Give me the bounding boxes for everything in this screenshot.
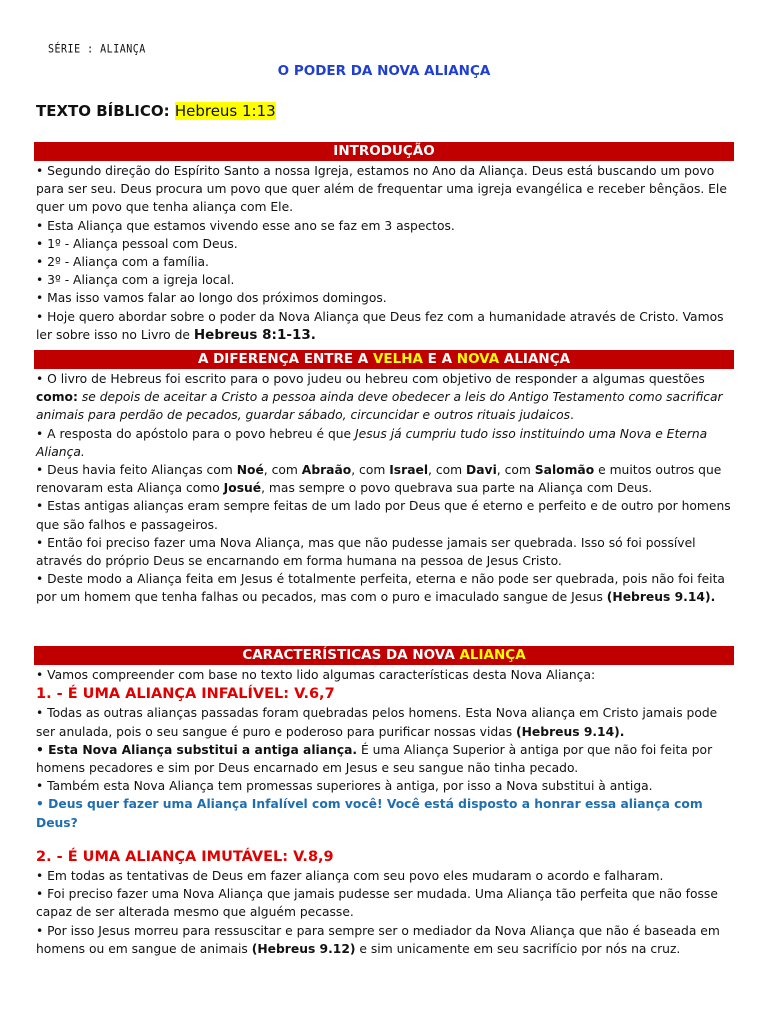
- difference-p3-end: , mas sempre o povo quebrava sua parte na Aliança com Deus.: [261, 481, 653, 496]
- infalivel-call-to-action: • Deus quer fazer uma Aliança Infalível com você! Você está disposto a honrar essa aliança com Deus?: [36, 797, 703, 830]
- document-title: O PODER DA NOVA ALIANÇA: [277, 63, 491, 79]
- characteristics-heading-part-1: CARACTERÍSTICAS DA NOVA: [242, 647, 460, 663]
- infalivel-p2-text: É uma Aliança Superior à antiga por que não foi feita por homens pecadores e sim por Deus encarnado em Jesus e seu sangue não tinha pecado.: [36, 742, 713, 776]
- intro-paragraph-3: • 1º - Aliança pessoal com Deus.: [36, 236, 238, 251]
- difference-p1-como: como:: [36, 390, 78, 405]
- infalivel-paragraph-2: [36, 741, 736, 777]
- intro-paragraph-6: • Mas isso vamos falar ao longo dos próximos domingos.: [36, 291, 387, 306]
- characteristics-intro: • Vamos compreender com base no texto lido algumas características desta Nova Aliança:: [36, 668, 596, 682]
- name-noe: Noé: [236, 463, 264, 478]
- series-label: SÉRIE : ALIANÇA: [48, 43, 146, 56]
- name-davi: Davi: [466, 463, 497, 478]
- imutavel-paragraph-1: • Em todas as tentativas de Deus em fazer aliança com seu povo eles mudaram o acordo e falharam.: [36, 869, 664, 884]
- intro-paragraph-1: • Segundo direção do Espírito Santo a nossa Igreja, estamos no Ano da Aliança. Deus está buscando um povo para ser seu. Deus procura um povo que quer além de frequentar uma igreja evangélica e receber bênçãos. Ele quer um povo que tenha aliança com Ele.: [36, 164, 727, 215]
- difference-heading: [34, 350, 734, 369]
- difference-heading-nova: NOVA: [456, 351, 500, 367]
- intro-p7-text: • Hoje quero abordar sobre o poder da Nova Aliança que Deus fez com a humanidade através de Cristo. Vamos ler sobre isso no Livro de: [36, 309, 724, 342]
- difference-p2-text: • A resposta do apóstolo para o povo hebreu é que: [36, 426, 356, 441]
- infalivel-paragraph-1: [36, 704, 736, 740]
- characteristics-heading-alianca: ALIANÇA: [459, 647, 526, 663]
- intro-paragraph-2: • Esta Aliança que estamos vivendo esse ano se faz em 3 aspectos.: [36, 218, 455, 233]
- bible-text-reference: Hebreus 1:13: [174, 102, 276, 120]
- characteristics-section: [36, 666, 736, 958]
- difference-p3-middle: e muitos outros que renovaram esta Aliança como: [36, 463, 722, 496]
- name-josue: Josué: [223, 481, 262, 496]
- infalivel-p1-text: • Todas as outras alianças passadas foram quebradas pelos homens. Esta Nova aliança em Cristo jamais pode ser anulada, pois o seu sangue é puro e poderoso para purificar nossas vidas: [36, 706, 718, 739]
- intro-p7-reference: Hebreus 8:1-13.: [193, 326, 316, 343]
- difference-heading-part-3: E A: [422, 351, 457, 367]
- difference-paragraph-6: [36, 570, 736, 606]
- intro-paragraph-5: • 3º - Aliança com a igreja local.: [36, 273, 235, 288]
- separator: , com: [263, 463, 302, 478]
- difference-p1-question: se depois de aceitar a Cristo a pessoa ainda deve obedecer a leis do Antigo Testamento como sacrificar animais para perdão de pecados, guardar sábado, circuncidar e outros rituais judaicos: [36, 390, 723, 423]
- name-abraao: Abraão: [301, 463, 352, 478]
- subheading-infalivel: 1. - É UMA ALIANÇA INFALÍVEL: V.6,7: [36, 686, 335, 703]
- imutavel-p3-text: • Por isso Jesus morreu para ressuscitar e para sempre ser o mediador da Nova Aliança que não é baseada em homens ou em sangue de animais: [36, 923, 720, 956]
- infalivel-p1-reference: (Hebreus 9.14).: [516, 724, 625, 739]
- bible-text-label: TEXTO BÍBLICO:: [36, 102, 170, 120]
- difference-paragraph-5: • Então foi preciso fazer uma Nova Aliança, mas que não pudesse jamais ser quebrada. Isso só foi possível através do próprio Deus se encarnando em forma humana na pessoa de Jesus Cristo.: [36, 535, 696, 569]
- subheading-imutavel: 2. - É UMA ALIANÇA IMUTÁVEL: V.8,9: [36, 848, 334, 865]
- imutavel-paragraph-3: [36, 922, 736, 958]
- imutavel-p3-reference: (Hebreus 9.12): [251, 941, 356, 956]
- difference-heading-part-5: ALIANÇA: [499, 351, 571, 367]
- difference-p6-text: • Deste modo a Aliança feita em Jesus é totalmente perfeita, eterna e não pode ser quebrada, pois não foi feita por um homem que tenha falhas ou pecados, mas com o puro e imaculado sangue de Jesus: [36, 572, 725, 605]
- characteristics-heading: [34, 646, 734, 665]
- difference-paragraph-4: • Estas antigas alianças eram sempre feitas de um lado por Deus que é eterno e perfeito e de outro por homens que são falhos e passageiros.: [36, 499, 731, 532]
- separator: , com: [428, 463, 467, 478]
- infalivel-paragraph-3: • Também esta Nova Aliança tem promessas superiores à antiga, por isso a Nova substitui à antiga.: [36, 779, 653, 794]
- difference-p3-text: • Deus havia feito Alianças com: [36, 463, 237, 478]
- difference-p6-reference: (Hebreus 9.14).: [606, 590, 716, 605]
- difference-paragraph-3: [36, 461, 736, 497]
- bible-text-line: [36, 102, 276, 120]
- difference-paragraph-1: [36, 370, 736, 425]
- difference-heading-velha: VELHA: [372, 351, 423, 367]
- intro-section: [36, 162, 736, 344]
- imutavel-paragraph-2: • Foi preciso fazer uma Nova Aliança que jamais pudesse ser mudada. Uma Aliança tão perfeita que não fosse capaz de ser alterada mesmo que alguém pecasse.: [36, 887, 718, 920]
- difference-p1-text: • O livro de Hebreus foi escrito para o povo judeu ou hebreu com objetivo de responder a algumas questões: [36, 372, 705, 386]
- difference-section: [36, 370, 736, 607]
- difference-p1-end: .: [570, 408, 574, 423]
- imutavel-p3-end: e sim unicamente em seu sacrifício por nós na cruz.: [355, 941, 681, 956]
- intro-heading: INTRODUÇÃO: [34, 142, 734, 161]
- name-salomao: Salomão: [534, 463, 595, 478]
- intro-paragraph-4: • 2º - Aliança com a família.: [36, 255, 209, 270]
- separator: , com: [351, 463, 390, 478]
- intro-paragraph-7: [36, 308, 736, 344]
- difference-paragraph-2: [36, 425, 736, 461]
- name-israel: Israel: [389, 463, 429, 478]
- difference-heading-part-1: A DIFERENÇA ENTRE A: [197, 351, 373, 367]
- difference-p2-answer: Jesus já cumpriu tudo isso instituindo uma Nova e Eterna Aliança.: [36, 426, 708, 459]
- separator: , com: [496, 463, 535, 478]
- infalivel-p2-bold: • Esta Nova Aliança substitui a antiga aliança.: [36, 742, 358, 757]
